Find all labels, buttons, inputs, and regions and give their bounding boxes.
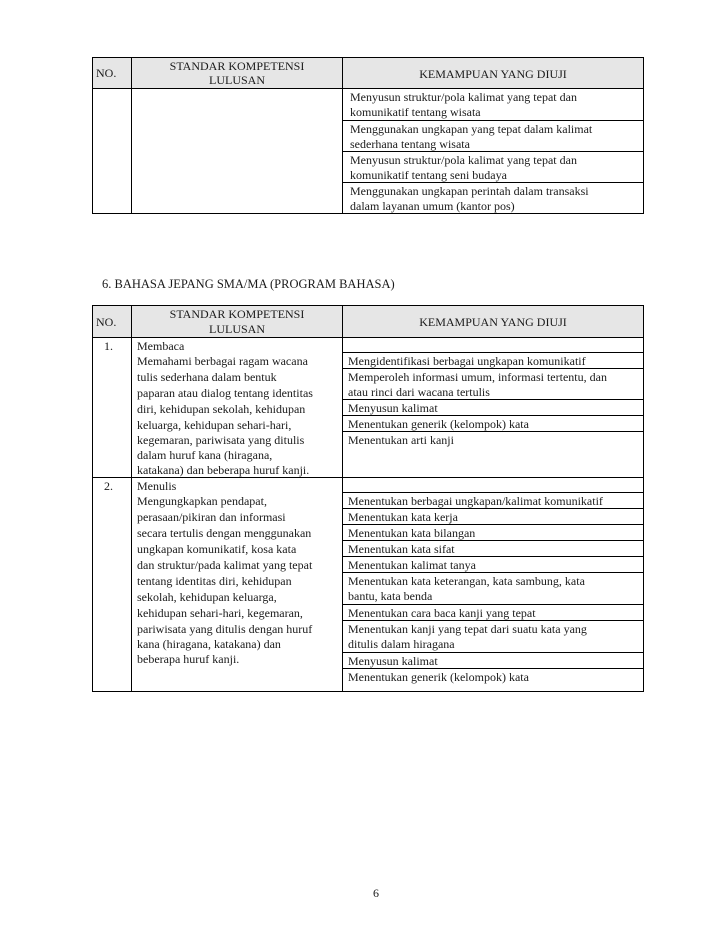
ability-item: Menyusun struktur/pola kalimat yang tepat dan <box>350 90 577 104</box>
skl-text: Membaca <box>137 339 185 353</box>
header-no: NO. <box>96 66 117 80</box>
ability-item: Menentukan cara baca kanji yang tepat <box>348 606 536 620</box>
ability-item: Mengidentifikasi berbagai ungkapan komunikatif <box>348 354 586 368</box>
ability-item: Menyusun kalimat <box>348 401 438 415</box>
skl-text: Mengungkapkan pendapat, <box>137 494 267 508</box>
ability-item: Memperoleh informasi umum, informasi tertentu, dan <box>348 370 607 384</box>
skl-text: Menulis <box>137 479 177 493</box>
row-number: 2. <box>104 479 113 493</box>
skl-text: secara tertulis dengan menggunakan <box>137 526 312 540</box>
skl-text: tulis sederhana dalam bentuk <box>137 370 277 384</box>
skl-text: beberapa huruf kanji. <box>137 652 240 666</box>
skl-text: pariwisata yang ditulis dengan huruf <box>137 622 313 636</box>
skl-text: diri, kehidupan sekolah, kehidupan <box>137 402 306 416</box>
ability-item: Menentukan generik (kelompok) kata <box>348 417 529 431</box>
ability-item: sederhana tentang wisata <box>350 137 470 151</box>
ability-item: Menentukan berbagai ungkapan/kalimat komunikatif <box>348 494 603 508</box>
skl-text: perasaan/pikiran dan informasi <box>137 510 286 524</box>
skl-text: sekolah, kehidupan keluarga, <box>137 590 277 604</box>
header-no: NO. <box>96 315 117 329</box>
skl-text: dalam huruf kana (hiragana, <box>137 448 273 462</box>
ability-item: atau rinci dari wacana tertulis <box>348 385 490 399</box>
header-skl: LULUSAN <box>209 73 265 87</box>
ability-item: dalam layanan umum (kantor pos) <box>350 199 515 213</box>
ability-item: Menggunakan ungkapan perintah dalam transaksi <box>350 184 589 198</box>
ability-item: bantu, kata benda <box>348 589 433 603</box>
skl-text: keluarga, kehidupan sehari-hari, <box>137 418 292 432</box>
ability-item: Menentukan kanji yang tepat dari suatu kata yang <box>348 622 587 636</box>
ability-item: Menentukan kata kerja <box>348 510 458 524</box>
ability-item: Menentukan generik (kelompok) kata <box>348 670 529 684</box>
skl-text: tentang identitas diri, kehidupan <box>137 574 292 588</box>
header-kemampuan: KEMAMPUAN YANG DIUJI <box>419 315 567 329</box>
skl-text: kehidupan sehari-hari, kegemaran, <box>137 606 303 620</box>
skl-text: ungkapan komunikatif, kosa kata <box>137 542 297 556</box>
ability-item: Menentukan kata keterangan, kata sambung, kata <box>348 574 585 588</box>
skl-text: paparan atau dialog tentang identitas <box>137 386 313 400</box>
header-skl: LULUSAN <box>209 322 265 336</box>
ability-item: Menentukan kata bilangan <box>348 526 476 540</box>
skl-text: kana (hiragana, katakana) dan <box>137 637 281 651</box>
row-number: 1. <box>104 339 113 353</box>
ability-item: Menentukan kalimat tanya <box>348 558 476 572</box>
ability-item: Menyusun kalimat <box>348 654 438 668</box>
ability-item: ditulis dalam hiragana <box>348 637 455 651</box>
ability-item: komunikatif tentang seni budaya <box>350 168 507 182</box>
page-number: 6 <box>373 886 379 900</box>
ability-item: komunikatif tentang wisata <box>350 105 481 119</box>
ability-item: Menyusun struktur/pola kalimat yang tepat dan <box>350 153 577 167</box>
ability-item: Menentukan arti kanji <box>348 433 454 447</box>
ability-item: Menentukan kata sifat <box>348 542 455 556</box>
skl-text: dan struktur/pada kalimat yang tepat <box>137 558 313 572</box>
skl-text: Memahami berbagai ragam wacana <box>137 354 308 368</box>
skl-text: katakana) dan beberapa huruf kanji. <box>137 463 310 477</box>
header-kemampuan: KEMAMPUAN YANG DIUJI <box>419 67 567 81</box>
header-skl: STANDAR KOMPETENSI <box>169 59 305 73</box>
skl-text: kegemaran, pariwisata yang ditulis <box>137 433 305 447</box>
ability-item: Menggunakan ungkapan yang tepat dalam kalimat <box>350 122 593 136</box>
section-heading: 6. BAHASA JEPANG SMA/MA (PROGRAM BAHASA) <box>102 277 395 291</box>
header-skl: STANDAR KOMPETENSI <box>169 307 305 321</box>
